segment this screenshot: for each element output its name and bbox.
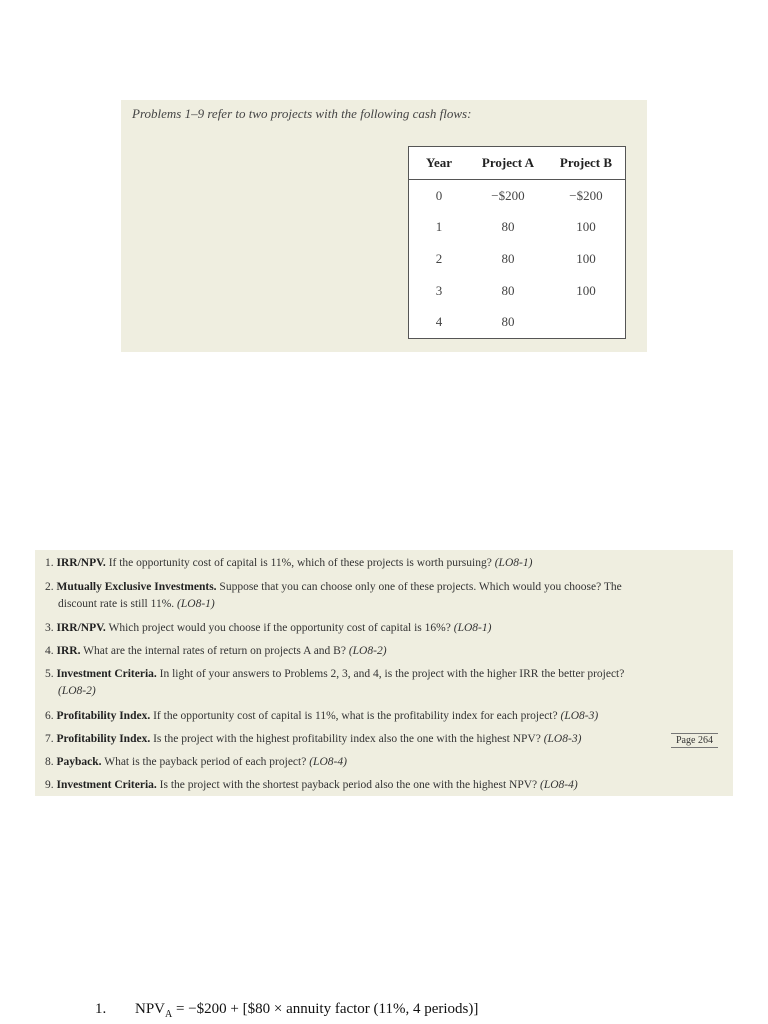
problem-item	[45, 620, 715, 637]
problem-item	[45, 777, 715, 794]
problem-title: IRR/NPV.	[56, 622, 106, 634]
problem-text: Suppose that you can choose only one of these projects. Which would you choose? The	[219, 581, 622, 593]
answer-npv-subscript: A	[165, 1009, 173, 1020]
problem-number: 2.	[45, 581, 54, 593]
problem-text: What are the internal rates of return on projects A and B?	[83, 645, 346, 657]
problem-text: If the opportunity cost of capital is 11%, which of these projects is worth pursuing?	[108, 557, 492, 569]
problem-ref: (LO8-4)	[309, 756, 347, 768]
cell-year: 3	[435, 282, 443, 298]
cell-project-a: 80	[501, 250, 515, 266]
cash-flow-panel	[121, 100, 647, 352]
cell-project-a: 80	[501, 314, 515, 330]
problem-item	[45, 579, 715, 613]
table-row	[409, 180, 626, 212]
table-row	[409, 306, 626, 338]
cell-project-b: −$200	[569, 187, 603, 203]
answer-formula: = −$200 + [$80 × annuity factor (11%, 4 periods)]	[172, 1001, 479, 1017]
problem-ref: (LO8-1)	[494, 557, 533, 569]
problem-ref: (LO8-1)	[177, 598, 215, 610]
cash-flow-table	[408, 146, 626, 339]
answer-npv-label: NPV	[135, 1001, 166, 1017]
problem-ref: (LO8-1)	[453, 622, 492, 634]
problem-ref: (LO8-2)	[58, 685, 96, 697]
cell-project-b	[547, 306, 626, 338]
cell-year: 1	[435, 219, 443, 235]
problem-ref: (LO8-4)	[540, 779, 578, 791]
problem-number: 7.	[45, 733, 54, 745]
problem-item	[45, 754, 715, 771]
problem-title: Payback.	[56, 756, 102, 768]
problem-item	[45, 708, 715, 725]
problem-title: IRR.	[56, 645, 81, 657]
problem-text: Is the project with the shortest payback period also the one with the highest NPV?	[159, 779, 538, 791]
cell-project-a: 80	[501, 282, 515, 298]
page-number-tag: Page 264	[671, 733, 718, 748]
problem-item	[45, 731, 665, 748]
problem-title: Mutually Exclusive Investments.	[56, 581, 217, 593]
cell-project-b: 100	[576, 282, 596, 298]
cell-year: 0	[435, 187, 443, 203]
problem-title: Investment Criteria.	[56, 668, 157, 680]
answer-line	[95, 1001, 478, 1020]
cell-project-b: 100	[576, 250, 596, 266]
problem-title: Profitability Index.	[56, 733, 151, 745]
problem-number: 1.	[45, 557, 54, 569]
cell-project-a: −$200	[491, 187, 525, 203]
problem-text: Which project would you choose if the opportunity cost of capital is 16%?	[108, 622, 451, 634]
problem-number: 4.	[45, 645, 54, 657]
answer-number: 1.	[95, 1001, 107, 1017]
table-row	[409, 275, 626, 307]
problem-text: Is the project with the highest profitability index also the one with the highest NPV?	[153, 733, 541, 745]
table-header-row	[409, 147, 626, 180]
intro-text: Problems 1–9 refer to two projects with the following cash flows:	[132, 106, 472, 121]
problem-text: What is the payback period of each project?	[104, 756, 307, 768]
problem-number: 5.	[45, 668, 54, 680]
problem-number: 9.	[45, 779, 54, 791]
table-row	[409, 243, 626, 275]
problem-ref: (LO8-3)	[560, 710, 599, 722]
problem-number: 6.	[45, 710, 54, 722]
problem-ref: (LO8-2)	[348, 645, 387, 657]
cell-project-b: 100	[576, 219, 596, 235]
problem-title: IRR/NPV.	[56, 557, 106, 569]
problem-item	[45, 666, 715, 700]
problem-number: 8.	[45, 756, 54, 768]
problem-text: In light of your answers to Problems 2, 3, and 4, is the project with the higher IRR the better project?	[159, 668, 625, 680]
problem-number: 3.	[45, 622, 54, 634]
column-header-project-a: Project A	[469, 147, 547, 180]
problems-panel	[35, 550, 733, 796]
problem-item	[45, 555, 715, 572]
problem-text: If the opportunity cost of capital is 11%, what is the profitability index for each project?	[153, 710, 558, 722]
column-header-project-b: Project B	[547, 147, 626, 180]
problem-ref: (LO8-3)	[543, 733, 582, 745]
problem-item	[45, 643, 715, 660]
cell-project-a: 80	[501, 219, 515, 235]
problem-title: Profitability Index.	[56, 710, 151, 722]
problem-title: Investment Criteria.	[56, 779, 157, 791]
problem-text-continued: discount rate is still 11%.	[58, 598, 175, 610]
table-row	[409, 212, 626, 244]
cell-year: 2	[435, 250, 443, 266]
column-header-year: Year	[409, 147, 470, 180]
cell-year: 4	[435, 314, 443, 330]
